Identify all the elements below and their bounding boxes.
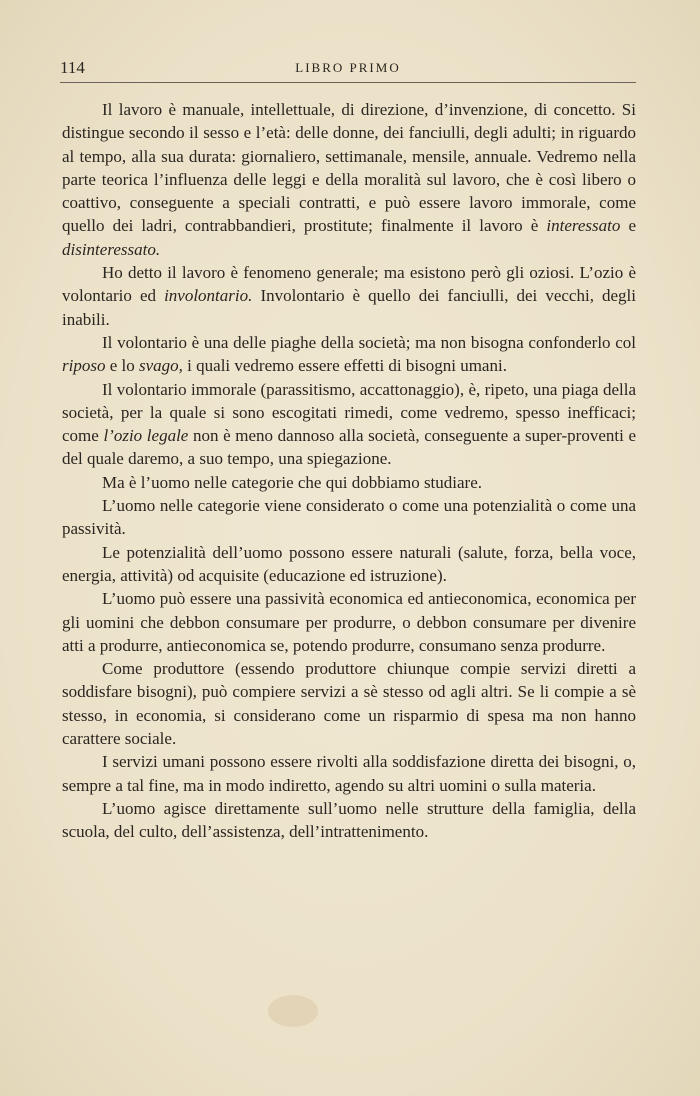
header-rule (60, 82, 636, 83)
paragraph (62, 750, 636, 797)
text-run: i quali vedremo essere effetti di bisogni umani. (182, 356, 507, 376)
text-run: Le potenzialità dell’uomo possono essere naturali (salute, forza, bella voce, energia, attività) od acquisite (educazione ed istruzione). (62, 542, 636, 585)
running-title: LIBRO PRIMO (295, 60, 401, 75)
paragraph (62, 657, 636, 750)
paragraph (62, 98, 636, 261)
paragraph (62, 261, 636, 331)
paragraph (62, 378, 636, 471)
text-run: Involontario è quello dei fanciulli, dei vecchi, degli inabili. (62, 286, 637, 329)
text-run: L’uomo può essere una passività economica ed antieconomica, economica per gli uomini che debbon consumare per produrre, o debbon consumare per divenire atti a produrre, antieconomica se, potendo produrre, consumano senza produrre. (62, 589, 636, 655)
paragraph (62, 541, 636, 588)
italic-text: riposo (62, 356, 106, 376)
body-text (62, 98, 636, 844)
paragraph (62, 331, 636, 378)
text-run: Il volontario è una delle piaghe della società; ma non bisogna confonderlo col (102, 332, 636, 352)
text-run: Come produttore (essendo produttore chiunque compie servizi diretti a soddisfare bisogni), può compiere servizi a sè stesso od agli altri. Se li compie a sè stesso, in economia, si considerano come un risparmio di spesa ma non hanno carattere sociale. (62, 659, 636, 749)
italic-text: svago, (139, 356, 183, 376)
paragraph (62, 587, 636, 657)
paragraph (62, 494, 636, 541)
page-header (60, 58, 636, 84)
paragraph (62, 471, 636, 494)
text-run: Il volontario immorale (parassitismo, accattonaggio), è, ripeto, una piaga della società, per la quale si sono escogitati rimedi, come vedremo, spesso inefficaci; come (62, 379, 636, 446)
text-run: Ho detto il lavoro è fenomeno generale; ma esistono però gli oziosi. L’ozio è volontario ed (62, 263, 636, 306)
text-run: e lo (105, 356, 139, 376)
italic-text: involontario. (164, 286, 253, 306)
italic-text: interessato (546, 216, 621, 236)
text-run: L’uomo agisce direttamente sull’uomo nelle strutture della famiglia, della scuola, del culto, dell’assistenza, dell’intrattenimento. (62, 798, 636, 842)
text-run: L’uomo nelle categorie viene considerato o come una potenzialità o come una passività. (62, 496, 636, 539)
paragraph (62, 797, 636, 844)
text-run: I servizi umani possono essere rivolti alla soddisfazione diretta dei bisogni, o, sempre a tal fine, ma in modo indiretto, agendo su altri uomini o sulla materia. (62, 752, 636, 795)
text-run: e (620, 216, 637, 236)
paper-stain (268, 995, 318, 1027)
italic-text: l’ozio legale (103, 426, 189, 446)
italic-text: disinteressato. (62, 239, 161, 259)
text-run: Ma è l’uomo nelle categorie che qui dobbiamo studiare. (102, 472, 483, 492)
text-run: non è meno dannoso alla società, conseguente a super-proventi e del quale daremo, a suo tempo, una spiegazione. (62, 426, 636, 469)
page-number: 114 (60, 58, 85, 77)
text-run: Il lavoro è manuale, intellettuale, di direzione, d’invenzione, di concetto. Si distingue secondo il sesso e l’età: delle donne, dei fanciulli, degli adulti; in riguardo al tempo, alla sua durata: giornaliero, settimanale, mensile, annuale. Vedremo nella parte teorica l’influenza delle leggi e della moralità sul lavoro, che è così libero o coattivo, conseguente a speciali contratti, e può essere lavoro immorale, come quello dei ladri, contrabbandieri, prostitute; finalmente il lavoro è (62, 100, 636, 236)
